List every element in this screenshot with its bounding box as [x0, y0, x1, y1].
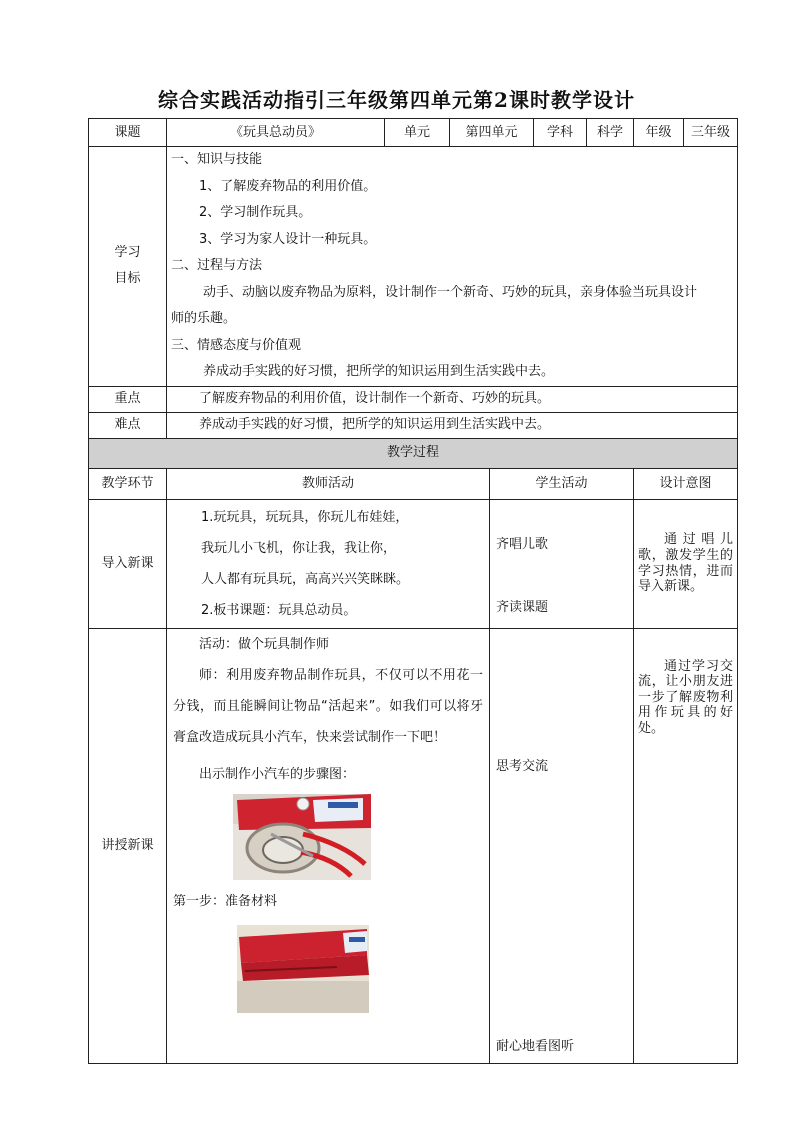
- intro-teacher-activity: [167, 499, 490, 628]
- column-header-intent: 设计意图: [634, 468, 738, 499]
- difficulty-text: 养成动手实践的好习惯，把所学的知识运用到生活实践中去。: [167, 412, 738, 438]
- unit-label: 单元: [385, 119, 450, 147]
- column-header-stage: 教学环节: [89, 468, 167, 499]
- intro-row: [89, 499, 738, 628]
- intro-teacher-line: 2.板书课题：玩具总动员。: [201, 602, 357, 618]
- toothpaste-box-tape-scissors-image: [233, 794, 371, 880]
- unit-value: 第四单元: [450, 119, 534, 147]
- key-point-text: 了解废弃物品的利用价值，设计制作一个新奇、巧妙的玩具。: [167, 386, 738, 412]
- toothpaste-box-image: [237, 925, 369, 1013]
- process-section-title: 教学过程: [89, 438, 738, 468]
- intro-student-activity: [490, 499, 634, 628]
- lesson-teacher-activity: [167, 628, 490, 1063]
- process-header-row: [89, 438, 738, 468]
- step1-caption: 第一步：准备材料: [173, 893, 278, 909]
- lesson-design-intent: 通过学习交流，让小朋友进一步了解废物利用作玩具的好处。: [634, 628, 738, 1063]
- topic-value: 《玩具总动员》: [167, 119, 385, 147]
- lesson-student-watch: 耐心地看图听: [496, 1038, 575, 1054]
- intro-teacher-line: 1.玩玩具，玩玩具，你玩儿布娃娃，: [201, 509, 409, 525]
- goal-item: 1、了解废弃物品的利用价值。: [199, 178, 377, 194]
- goal-heading-process: 二、过程与方法: [171, 258, 263, 273]
- intro-student-read: 齐读课题: [496, 599, 549, 615]
- lesson-show-steps: 出示制作小汽车的步骤图：: [199, 766, 356, 782]
- grade-label: 年级: [634, 119, 684, 147]
- intro-design-intent: 通过唱儿歌，激发学生的学习热情，进而导入新课。: [634, 499, 738, 628]
- lesson-plan-table: [88, 118, 738, 1064]
- subject-label: 学科: [534, 119, 587, 147]
- lesson-stage: 讲授新课: [89, 628, 167, 1063]
- key-point-label: 重点: [89, 386, 167, 412]
- goal-text: 动手、动脑以废弃物品为原料，设计制作一个新奇、巧妙的玩具，亲身体验当玩具设计: [203, 284, 698, 300]
- lesson-row: [89, 628, 738, 1063]
- column-header-row: [89, 468, 738, 499]
- goal-item: 3、学习为家人设计一种玩具。: [199, 231, 377, 247]
- intro-teacher-line: 我玩儿小飞机，你让我，我让你，: [201, 540, 397, 556]
- lesson-student-discuss: 思考交流: [496, 758, 549, 774]
- topic-label: 课题: [89, 119, 167, 147]
- header-row: [89, 119, 738, 147]
- goals-content: [167, 147, 738, 387]
- difficulty-label: 难点: [89, 412, 167, 438]
- intro-stage: 导入新课: [89, 499, 167, 628]
- goal-heading-knowledge: 一、知识与技能: [171, 152, 263, 167]
- goals-row: [89, 147, 738, 387]
- goal-text-continued: 师的乐趣。: [171, 311, 237, 326]
- goal-heading-attitude: 三、情感态度与价值观: [171, 337, 302, 353]
- subject-value: 科学: [587, 119, 634, 147]
- goal-item: 2、学习制作玩具。: [199, 205, 312, 220]
- goal-text: 养成动手实践的好习惯，把所学的知识运用到生活实践中去。: [203, 364, 555, 379]
- column-header-student: 学生活动: [490, 468, 634, 499]
- lesson-teacher-paragraph: 师：利用废弃物品制作玩具，不仅可以不用花一分钱，而且能瞬间让物品“活起来”。如我们可以将牙膏盒改造成玩具小汽车，快来尝试制作一下吧！: [173, 667, 484, 745]
- key-point-row: [89, 386, 738, 412]
- intro-student-sing: 齐唱儿歌: [496, 536, 549, 552]
- intro-teacher-line: 人人都有玩具玩，高高兴兴笑眯眯。: [201, 571, 410, 587]
- lesson-activity-title: 活动：做个玩具制作师: [199, 636, 330, 652]
- column-header-teacher: 教师活动: [167, 468, 490, 499]
- grade-value: 三年级: [684, 119, 738, 147]
- goals-label: 学习目标: [89, 147, 167, 387]
- lesson-student-activity: [490, 628, 634, 1063]
- document-title: 综合实践活动指引三年级第四单元第2课时教学设计: [158, 88, 635, 112]
- difficulty-row: [89, 412, 738, 438]
